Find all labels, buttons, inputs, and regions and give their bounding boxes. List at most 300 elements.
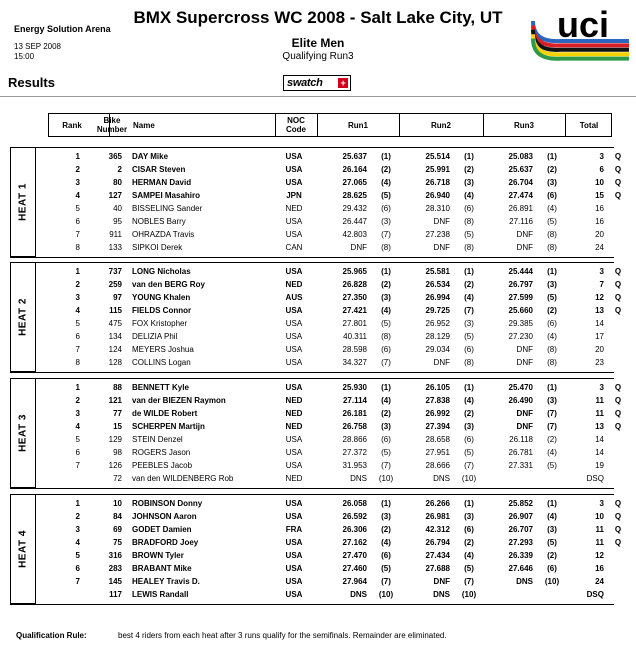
total-cell: 3 — [599, 152, 604, 161]
session-subtitle: Qualifying Run3 — [282, 51, 354, 62]
noc-code-cell: USA — [285, 358, 303, 367]
run3-place-cell: (5) — [547, 538, 557, 547]
run2-time-cell: 26.992 — [425, 409, 450, 418]
run1-time-cell: 26.181 — [342, 409, 367, 418]
run1-place-cell: (3) — [381, 293, 391, 302]
noc-code-cell: NED — [285, 396, 303, 405]
rider-name-cell: GODET Damien — [132, 525, 192, 534]
header-bike — [95, 116, 129, 134]
run1-place-cell: (7) — [381, 358, 391, 367]
run3-time-cell: 26.891 — [508, 204, 533, 213]
bike-number-cell: 15 — [113, 422, 122, 431]
header-run3: Run3 — [514, 121, 534, 130]
run1-time-cell: 26.447 — [342, 217, 367, 226]
table-row — [0, 433, 636, 446]
run3-time-cell: 25.444 — [508, 267, 533, 276]
bike-number-cell: 129 — [108, 435, 122, 444]
run2-place-cell: (5) — [464, 230, 474, 239]
rank-cell: 6 — [75, 564, 80, 573]
total-cell: 10 — [595, 512, 604, 521]
run2-time-cell: 26.940 — [425, 191, 450, 200]
heat-label: HEAT 4 — [17, 530, 29, 568]
total-cell: 14 — [595, 435, 604, 444]
heat-separator — [10, 494, 614, 495]
noc-code-cell: USA — [285, 332, 303, 341]
rank-cell: 7 — [75, 461, 80, 470]
rider-name-cell: COLLINS Logan — [132, 358, 191, 367]
table-row — [0, 497, 636, 510]
noc-code-cell: USA — [285, 512, 303, 521]
run2-place-cell: (1) — [464, 267, 474, 276]
qualified-flag-cell: Q — [614, 165, 622, 174]
bike-number-cell: 40 — [113, 204, 122, 213]
table-row — [0, 472, 636, 485]
qualified-flag-cell: Q — [614, 396, 622, 405]
table-row — [0, 536, 636, 549]
heat-separator — [10, 372, 614, 373]
run1-place-cell: (6) — [381, 435, 391, 444]
run1-place-cell: (7) — [381, 461, 391, 470]
bike-number-cell: 124 — [108, 345, 122, 354]
run2-place-cell: (4) — [464, 191, 474, 200]
table-row — [0, 420, 636, 433]
run2-time-cell: 42.312 — [425, 525, 450, 534]
run2-place-cell: (2) — [464, 538, 474, 547]
rank-cell: 4 — [75, 191, 80, 200]
rider-name-cell: BRADFORD Joey — [132, 538, 199, 547]
run1-time-cell: 26.828 — [342, 280, 367, 289]
header-total: Total — [579, 121, 599, 130]
run2-time-cell: 29.725 — [425, 306, 450, 315]
total-cell: 16 — [595, 564, 604, 573]
run2-place-cell: (3) — [464, 512, 474, 521]
bike-number-cell: 259 — [108, 280, 122, 289]
bike-number-cell: 72 — [113, 474, 122, 483]
total-cell: 23 — [595, 358, 604, 367]
run2-time-cell: 26.994 — [425, 293, 450, 302]
rank-cell: 5 — [75, 204, 80, 213]
run3-place-cell: (5) — [547, 217, 557, 226]
rider-name-cell: LONG Nicholas — [132, 267, 191, 276]
bike-number-cell: 97 — [113, 293, 122, 302]
run1-place-cell: (6) — [381, 204, 391, 213]
run2-time-cell: 27.238 — [425, 230, 450, 239]
total-cell: 19 — [595, 461, 604, 470]
rider-name-cell: SCHERPEN Martijn — [132, 422, 205, 431]
run3-time-cell: DNF — [516, 422, 533, 431]
rider-name-cell: ROGERS Jason — [132, 448, 191, 457]
qualification-rule-text: best 4 riders from each heat after 3 runs qualify for the semifinals. Remainder are eliminated. — [118, 631, 447, 640]
run1-place-cell: (5) — [381, 191, 391, 200]
run3-time-cell: 26.704 — [508, 178, 533, 187]
run1-time-cell: 27.162 — [342, 538, 367, 547]
run2-place-cell: (5) — [464, 564, 474, 573]
run1-time-cell: 27.470 — [342, 551, 367, 560]
run1-time-cell: 25.965 — [342, 267, 367, 276]
run1-time-cell: 28.625 — [342, 191, 367, 200]
run1-time-cell: 40.311 — [343, 332, 367, 341]
run3-time-cell: 27.474 — [508, 191, 533, 200]
qualified-flag-cell: Q — [614, 499, 622, 508]
bike-number-cell: 145 — [108, 577, 122, 586]
qualified-flag-cell: Q — [614, 191, 622, 200]
header-run2: Run2 — [431, 121, 451, 130]
run3-place-cell: (6) — [547, 191, 557, 200]
run3-place-cell: (5) — [547, 461, 557, 470]
run2-time-cell: 25.581 — [425, 267, 450, 276]
rank-cell: 8 — [75, 358, 80, 367]
noc-code-cell: USA — [285, 383, 303, 392]
run3-place-cell: (1) — [547, 152, 557, 161]
sponsor-text: swatch — [287, 77, 323, 89]
run3-time-cell: 26.781 — [508, 448, 533, 457]
run2-place-cell: (1) — [464, 499, 474, 508]
run2-time-cell: 26.794 — [425, 538, 450, 547]
total-cell: 24 — [595, 243, 604, 252]
run2-place-cell: (8) — [464, 243, 474, 252]
run3-time-cell: 26.339 — [508, 551, 533, 560]
run2-place-cell: (1) — [464, 383, 474, 392]
rider-name-cell: DELIZIA Phil — [132, 332, 178, 341]
run2-place-cell: (6) — [464, 435, 474, 444]
total-cell: 12 — [595, 551, 604, 560]
run2-place-cell: (7) — [464, 577, 474, 586]
run3-place-cell: (6) — [547, 319, 557, 328]
results-title: Results — [8, 75, 55, 90]
qualified-flag-cell: Q — [614, 422, 622, 431]
table-row — [0, 356, 636, 369]
run1-time-cell: 28.866 — [342, 435, 367, 444]
table-row — [0, 588, 636, 601]
bike-number-cell: 121 — [108, 396, 122, 405]
bike-number-cell: 2 — [117, 165, 122, 174]
bike-number-cell: 75 — [113, 538, 122, 547]
run2-place-cell: (8) — [464, 217, 474, 226]
total-cell: 3 — [599, 267, 604, 276]
qualified-flag-cell: Q — [614, 409, 622, 418]
rank-cell: 5 — [75, 551, 80, 560]
run3-place-cell: (1) — [547, 383, 557, 392]
noc-code-cell: USA — [285, 165, 303, 174]
run2-time-cell: 28.658 — [425, 435, 450, 444]
rank-cell: 3 — [75, 409, 80, 418]
run3-time-cell: 27.599 — [508, 293, 533, 302]
qualified-flag-cell: Q — [614, 293, 622, 302]
noc-code-cell: USA — [285, 564, 303, 573]
run3-place-cell: (8) — [547, 230, 557, 239]
run1-time-cell: 27.801 — [342, 319, 367, 328]
total-cell: DSQ — [586, 590, 604, 599]
run3-time-cell: 27.331 — [508, 461, 533, 470]
run2-place-cell: (5) — [464, 448, 474, 457]
rank-cell: 1 — [75, 383, 80, 392]
bike-number-cell: 134 — [108, 332, 122, 341]
run1-time-cell: 26.164 — [342, 165, 367, 174]
run2-place-cell: (10) — [461, 474, 477, 483]
noc-code-cell: USA — [285, 345, 303, 354]
run1-place-cell: (1) — [381, 499, 391, 508]
run1-place-cell: (3) — [381, 422, 391, 431]
rank-cell: 5 — [75, 319, 80, 328]
header-divider — [0, 96, 636, 97]
run2-time-cell: 26.534 — [425, 280, 450, 289]
run3-time-cell: DNF — [516, 358, 533, 367]
run3-place-cell: (4) — [547, 204, 557, 213]
table-row — [0, 228, 636, 241]
rider-name-cell: JOHNSON Aaron — [132, 512, 197, 521]
run3-time-cell: 27.116 — [509, 217, 533, 226]
total-cell: DSQ — [586, 474, 604, 483]
uci-logo-text: uci — [556, 5, 610, 45]
rider-name-cell: LEWIS Randall — [132, 590, 189, 599]
rider-name-cell: FIELDS Connor — [132, 306, 192, 315]
run3-time-cell: 26.118 — [509, 435, 533, 444]
bike-number-cell: 80 — [113, 178, 122, 187]
bike-number-cell: 128 — [108, 358, 122, 367]
qualified-flag-cell: Q — [614, 512, 622, 521]
heat-separator — [10, 147, 614, 148]
qualified-flag-cell: Q — [614, 538, 622, 547]
run2-time-cell: 26.718 — [425, 178, 450, 187]
rider-name-cell: PEEBLES Jacob — [132, 461, 193, 470]
run2-place-cell: (8) — [464, 358, 474, 367]
run2-time-cell: DNS — [433, 590, 450, 599]
total-cell: 7 — [599, 280, 604, 289]
qualified-flag-cell: Q — [614, 178, 622, 187]
heat-separator — [10, 378, 614, 379]
bike-number-cell: 98 — [113, 448, 122, 457]
header-noc — [275, 116, 317, 134]
run3-place-cell: (4) — [547, 448, 557, 457]
run1-time-cell: 27.114 — [342, 396, 367, 405]
qualified-flag-cell: Q — [614, 525, 622, 534]
bike-number-cell: 126 — [108, 461, 122, 470]
total-cell: 16 — [595, 217, 604, 226]
run1-time-cell: 42.803 — [342, 230, 367, 239]
rider-name-cell: SIPKOI Derek — [132, 243, 183, 252]
noc-code-cell: NED — [285, 422, 303, 431]
table-row — [0, 189, 636, 202]
run3-time-cell: DNF — [516, 345, 533, 354]
run2-place-cell: (7) — [464, 306, 474, 315]
qualified-flag-cell: Q — [614, 280, 622, 289]
noc-code-cell: CAN — [285, 243, 303, 252]
table-row — [0, 459, 636, 472]
total-cell: 24 — [595, 577, 604, 586]
noc-code-cell: FRA — [285, 525, 303, 534]
table-row — [0, 291, 636, 304]
noc-code-cell: USA — [285, 448, 303, 457]
venue: Energy Solution Arena — [14, 24, 111, 34]
run2-time-cell: 26.266 — [425, 499, 450, 508]
total-cell: 14 — [595, 448, 604, 457]
run1-time-cell: 27.964 — [342, 577, 367, 586]
run1-place-cell: (8) — [381, 332, 391, 341]
noc-code-cell: NED — [285, 280, 303, 289]
table-row — [0, 510, 636, 523]
run1-time-cell: 27.460 — [342, 564, 367, 573]
run3-place-cell: (4) — [547, 512, 557, 521]
total-cell: 11 — [595, 396, 604, 405]
run1-place-cell: (2) — [381, 165, 391, 174]
run2-time-cell: 25.514 — [425, 152, 450, 161]
run1-place-cell: (1) — [381, 383, 391, 392]
run3-time-cell: 25.852 — [508, 499, 533, 508]
run1-time-cell: DNS — [350, 474, 367, 483]
run2-place-cell: (1) — [464, 152, 474, 161]
run1-time-cell: 27.421 — [342, 306, 367, 315]
run1-place-cell: (5) — [381, 448, 391, 457]
run2-time-cell: 27.688 — [425, 564, 450, 573]
run1-place-cell: (1) — [381, 267, 391, 276]
bike-number-cell: 316 — [108, 551, 122, 560]
run3-time-cell: 27.293 — [508, 538, 533, 547]
rank-cell: 4 — [75, 306, 80, 315]
noc-code-cell: USA — [285, 319, 303, 328]
noc-code-cell: NED — [285, 204, 303, 213]
rank-cell: 2 — [75, 280, 80, 289]
heat-label: HEAT 2 — [17, 298, 29, 336]
qualified-flag-cell: Q — [614, 306, 622, 315]
header-noc-line2: Code — [286, 125, 306, 134]
run2-time-cell: 28.310 — [425, 204, 450, 213]
bike-number-cell: 88 — [113, 383, 122, 392]
run3-time-cell: DNS — [516, 577, 533, 586]
run3-place-cell: (1) — [547, 267, 557, 276]
noc-code-cell: USA — [285, 499, 303, 508]
run1-time-cell: 31.953 — [342, 461, 367, 470]
noc-code-cell: JPN — [286, 191, 302, 200]
run2-time-cell: 27.951 — [425, 448, 450, 457]
noc-code-cell: NED — [285, 474, 303, 483]
run2-place-cell: (6) — [464, 345, 474, 354]
table-row — [0, 317, 636, 330]
page-title: BMX Supercross WC 2008 - Salt Lake City, UT — [133, 8, 503, 27]
total-cell: 13 — [595, 422, 604, 431]
run2-time-cell: 28.129 — [425, 332, 450, 341]
run2-place-cell: (4) — [464, 293, 474, 302]
noc-code-cell: AUS — [285, 293, 303, 302]
heat-label: HEAT 1 — [17, 183, 29, 221]
run1-time-cell: 26.758 — [342, 422, 367, 431]
rider-name-cell: van den BERG Roy — [132, 280, 205, 289]
uci-logo-icon — [531, 5, 631, 63]
rider-name-cell: HERMAN David — [132, 178, 192, 187]
run1-place-cell: (10) — [378, 590, 394, 599]
total-cell: 20 — [595, 230, 604, 239]
noc-code-cell: USA — [285, 230, 303, 239]
table-row — [0, 575, 636, 588]
bike-number-cell: 95 — [113, 217, 122, 226]
rider-name-cell: HEALEY Travis D. — [132, 577, 200, 586]
run1-time-cell: 25.930 — [342, 383, 367, 392]
table-header — [48, 113, 612, 137]
run3-time-cell: 26.907 — [508, 512, 533, 521]
rider-name-cell: van den WILDENBERG Rob — [132, 474, 234, 483]
run2-place-cell: (6) — [464, 204, 474, 213]
run2-place-cell: (2) — [464, 409, 474, 418]
run1-place-cell: (5) — [381, 564, 391, 573]
run3-time-cell: 27.230 — [508, 332, 533, 341]
run1-time-cell: DNF — [350, 243, 367, 252]
run3-place-cell: (2) — [547, 435, 557, 444]
sponsor-plus-icon: + — [338, 78, 348, 88]
rank-cell: 3 — [75, 293, 80, 302]
qualified-flag-cell: Q — [614, 383, 622, 392]
run1-place-cell: (10) — [378, 474, 394, 483]
rider-name-cell: de WILDE Robert — [132, 409, 198, 418]
rider-name-cell: DAY Mike — [132, 152, 169, 161]
bike-number-cell: 475 — [108, 319, 122, 328]
run3-place-cell: (7) — [547, 409, 557, 418]
run2-time-cell: 26.952 — [425, 319, 450, 328]
run1-time-cell: 26.592 — [342, 512, 367, 521]
bike-number-cell: 69 — [113, 525, 122, 534]
rider-name-cell: BENNETT Kyle — [132, 383, 189, 392]
noc-code-cell: USA — [285, 551, 303, 560]
sponsor-logo — [283, 75, 351, 91]
total-cell: 13 — [595, 306, 604, 315]
run3-place-cell: (3) — [547, 280, 557, 289]
run1-time-cell: 27.372 — [342, 448, 367, 457]
run1-place-cell: (4) — [381, 178, 391, 187]
table-row — [0, 176, 636, 189]
rider-name-cell: NOBLES Barry — [132, 217, 186, 226]
run2-place-cell: (2) — [464, 165, 474, 174]
run1-time-cell: 27.350 — [342, 293, 367, 302]
run2-time-cell: DNF — [433, 358, 450, 367]
run3-place-cell: (3) — [547, 396, 557, 405]
run2-place-cell: (3) — [464, 422, 474, 431]
run1-time-cell: 25.637 — [342, 152, 367, 161]
run3-place-cell: (4) — [547, 332, 557, 341]
header-name: Name — [133, 121, 155, 130]
rank-cell: 6 — [75, 217, 80, 226]
run2-time-cell: 29.034 — [425, 345, 450, 354]
noc-code-cell: USA — [285, 461, 303, 470]
rider-name-cell: FOX Kristopher — [132, 319, 188, 328]
run1-time-cell: DNS — [350, 590, 367, 599]
run2-place-cell: (4) — [464, 396, 474, 405]
run3-time-cell: DNF — [516, 243, 533, 252]
noc-code-cell: USA — [285, 435, 303, 444]
bike-number-cell: 283 — [108, 564, 122, 573]
header-bike-line1: Bike — [103, 116, 121, 125]
total-cell: 6 — [599, 165, 604, 174]
bike-number-cell: 911 — [109, 230, 122, 239]
run3-place-cell: (8) — [547, 358, 557, 367]
bike-number-cell: 77 — [113, 409, 122, 418]
rank-cell: 1 — [75, 267, 80, 276]
run3-place-cell: (3) — [547, 178, 557, 187]
heat-separator — [10, 488, 614, 489]
qualification-rule-label: Qualification Rule: — [16, 631, 87, 640]
run3-time-cell: 25.637 — [508, 165, 533, 174]
total-cell: 11 — [595, 409, 604, 418]
total-cell: 15 — [595, 191, 604, 200]
table-row — [0, 549, 636, 562]
run3-time-cell: 26.490 — [508, 396, 533, 405]
rider-name-cell: ROBINSON Donny — [132, 499, 203, 508]
table-row — [0, 523, 636, 536]
rank-cell: 8 — [75, 243, 80, 252]
run3-place-cell: (7) — [547, 422, 557, 431]
run2-time-cell: DNS — [433, 474, 450, 483]
rank-cell: 3 — [75, 178, 80, 187]
run1-time-cell: 26.306 — [342, 525, 367, 534]
run1-place-cell: (4) — [381, 396, 391, 405]
run3-time-cell: 26.797 — [508, 280, 533, 289]
